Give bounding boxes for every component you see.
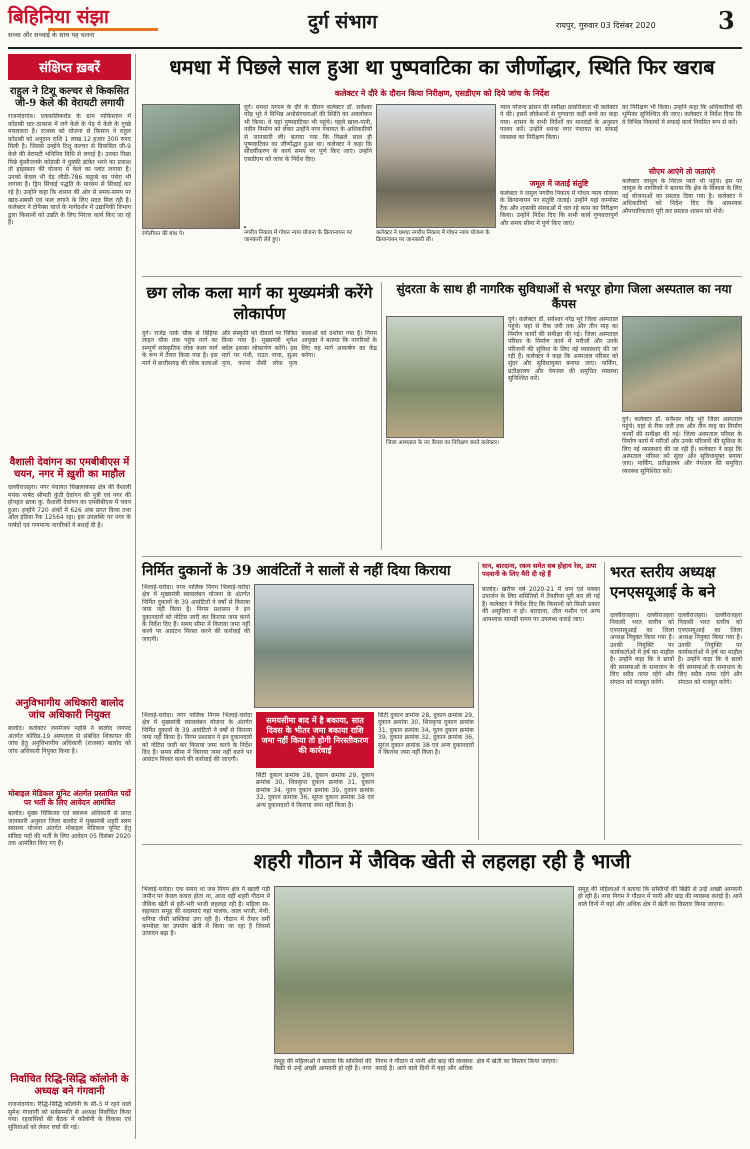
article-body: सिटी दुकान क्रमांक 28, दुकान क्रमांक 29, दुकान क्रमांक 30, शिवकृपा दुकान क्रमांक 31, दुकान क्रमांक 34, नूतन दुकान क्रमांक 39, दुकान क्रमांक 32, दुकान क्रमांक 36, सूरज दुकान क्रमांक 38 एवं अन्य दुकानदारों ने किराया जमा नहीं किया है।	[378, 712, 474, 757]
page-number: 3	[718, 6, 735, 35]
lead-body: कलेक्टर जामुल के निरंतर प्यारे भी पहुंचे। इस पर जामुल के नागरिकों ने बताया कि क्षेत्र के विकास के लिए नई योजनाओं का प्रस्ताव दिया गया है। कलेक्टर ने अधिकारियों को निर्देश दिए कि आवश्यक औपचारिकताएं पूरी कर प्रस्ताव शासन को भेजें।	[622, 178, 742, 215]
article-body: दल्लीराजहरा। दल्लीराजहरा निवासी भरत स्तरीय को एनएसयूआई का जिला अध्यक्ष नियुक्त किया गया है। उनकी नियुक्ति पर कार्यकर्ताओं में हर्ष का माहौल है। उन्होंने कहा कि वे छात्रों की समस्याओं के समाधान के लिए सदैव तत्पर रहेंगे और संगठन को मजबूत करेंगे।	[610, 612, 674, 686]
article-headline: भरत स्तरीय अध्यक्ष एनएसयूआई के बने	[610, 563, 716, 601]
photo-hospital-2	[622, 316, 742, 412]
brief-headline: राहुल ने टिशू कल्चर से किकसित जी-9 केले की वेरायटी लगायी	[9, 86, 130, 109]
photo-inspection	[376, 104, 496, 228]
photo-vegetable-farm	[274, 886, 574, 1054]
brief-headline: निर्वाचित रिद्धि-सिद्धि कॉलोनी के अध्यक्ष बने गंगवानी	[10, 1074, 129, 1097]
article-body: दल्लीराजहरा। दल्लीराजहरा निवासी भरत स्तरीय को एनएसयूआई का जिला अध्यक्ष नियुक्त किया गया है। उनकी नियुक्ति पर कार्यकर्ताओं में हर्ष का माहौल है। उन्होंने कहा कि वे छात्रों की समस्याओं के समाधान के लिए सदैव तत्पर रहेंगे और संगठन को मजबूत करेंगे।	[678, 612, 742, 686]
brief-headline: वैशाली देवांगन का एमबीबीएस में चयन, नगर में ख़ुशी का माहौल	[9, 457, 130, 480]
brief-item	[8, 789, 131, 1070]
logo-tagline: सच्चा और सच्चाई के साथ यह चलना	[8, 31, 95, 39]
photo-caption: कलेक्टर ने धमधा नगरीय निकाय में गोधन न्याय योजना के क्रियान्वयन पर जानकारी ली।	[376, 230, 490, 243]
photo-hospital	[386, 316, 504, 438]
briefs-label: संक्षिप्त ख़बरें	[8, 54, 131, 80]
lead-inner-heading: जमूल में जताई संतुष्टि	[529, 179, 589, 188]
briefs-column	[8, 54, 131, 1139]
article-headline: छग लोक कला मार्ग का मुख्यमंत्री करेंगे लोकार्पण	[146, 283, 373, 323]
section-rule	[142, 844, 742, 845]
column-divider	[604, 562, 605, 840]
logo-title: बिहिनिया संझा	[8, 6, 109, 28]
newspaper-logo	[8, 6, 184, 44]
lead-body: दुर्ग। धमधा नगरम के दौरे के दौरान कलेक्टर डॉ. सर्वेश्वर नरेंद्र भुरे ने विभिन्न अधोसंरचनाओं की स्थिति का अवलोकन भी किया। वे यहां पुष्पवाटिका भी पहुंचे। पहले खाल-पानी, नवीन निर्माण को लेकर उन्होंने नगर पंचायत के अधिकारियों से जानकारी ली। बताया गया कि पिछले साल ही पुष्पवाटिका का जीर्णोद्धार हुआ था। कलेक्टर ने कहा कि सौंदर्यीकरण के कार्य समय पर पूर्ण किए जाएं। उन्होंने एसडीएम को जांच के निर्देश दिए।	[244, 104, 372, 163]
brief-body: दल्लीराजहरा। नगर पंचायत चिखलाकसा क्षेत्र की वैशाली मयंक पार्षद श्रीमती कुंती देवांगन की पुत्री एवं नगर की होनहार छात्रा कु. वैशाली देवांगन का एमबीबीएस में चयन हुआ। इन्होंने 720 अंकों में 626 अंक प्राप्त किया तथा ऑल इंडिया रैंक 12564 रहा। इस उपलब्धि पर नगर के पार्षदों एवं गणमान्य नागरिकों ने बधाई दी है।	[8, 484, 131, 529]
column-divider	[381, 282, 382, 550]
article-body: समूह की महिलाओं ने बताया कि सब्जियों की बिक्री से उन्हें अच्छी आमदनी हो रही है। नगर निगम ने गौठान में पानी और बाड़ की व्यवस्था कराई है। आने वाले दिनों में यहां और अधिक क्षेत्र में खेती का विस्तार किया जाएगा।	[274, 1058, 558, 1073]
lead-headline: धमधा में पिछले साल हुआ था पुष्पवाटिका का जीर्णोद्धार, स्थिति फिर खराब	[169, 55, 715, 79]
brief-body: बालोद। मुख्य चिकित्सा एवं स्वास्थ्य अधिकारी से प्राप्त जानकारी अनुसार जिला बालोद में मुख्यमंत्री शहरी स्लम स्वास्थ्य योजना अंतर्गत मोबाइल मेडिकल यूनिट हेतु संविदा पदों की भर्ती के लिए आवेदन 05 दिसंबर 2020 तक आमंत्रित किए गए हैं।	[8, 810, 131, 848]
brief-headline: मोबाइल मेडिकल यूनिट अंतर्गत प्रस्तावित पदों पर भर्ती के लिए आवेदन आमंत्रित	[8, 789, 131, 807]
article-body: सिटी दुकान क्रमांक 28, दुकान क्रमांक 29, दुकान क्रमांक 30, शिवकृपा दुकान क्रमांक 31, दुकान क्रमांक 34, नूतन दुकान क्रमांक 39, दुकान क्रमांक 32, दुकान क्रमांक 36, सूरज दुकान क्रमांक 38 एवं अन्य दुकानदारों ने किराया जमा नहीं किया है।	[256, 772, 374, 809]
logo-underline	[48, 28, 158, 31]
column-divider	[135, 54, 136, 1139]
section-rule	[142, 276, 742, 277]
lead-body: न्याय योजना ढांसन की समीक्षा प्रावधिकता भी कलेक्टर ने की। इसमें लोकेशनों से गुणवत्ता कहीं बच्चे का कहा गया। शासन के सभी निर्देशों का मानदंडों के अनुसार पालन करें। उन्होंने धमधा नगर पंचायत का सफाई व्यवस्था का निरीक्षण किया।	[500, 104, 618, 141]
photo-caption: नगरीय निकाय में गोधन न्याय योजना के क्रियान्वयन पर जानकारी लेते हुए।	[244, 230, 352, 243]
brief-body: बालोद। कलेक्टर जनमेजय महोबे ने बालोद जनपद अंतर्गत कोविड-19 अस्पताल से संबंधित शिकायत की जांच हेतु अनुविभागीय अधिकारी (राजस्व) बालोद को जांच अधिकारी नियुक्त किया है।	[8, 725, 131, 755]
photo-bus	[254, 584, 474, 708]
highlight-box: समयसीमा बाद में है बकाया, सात दिवस के भीतर जमा बकाया राशि जमा नहीं किया तो होगी निरस्तीकरण की कार्रवाई	[256, 712, 374, 768]
masthead	[8, 6, 742, 46]
brief-body: राजनांदगांव। रिद्धि-सिद्धि कॉलोनी के सी-3 में रहने वाले सुमेश गंगवानी को सर्वसम्मति से अध्यक्ष निर्वाचित किया गया। रहवासियों की बैठक में कॉलोनी के विकास एवं सुविधाओं को लेकर चर्चा की गई।	[8, 1101, 131, 1131]
article-body: भिलाई-चरोदा। एक समय था जब निगम क्षेत्र में खाली पड़ी जमीन पर केवल कचरा होता था, आज वहीं शहरी गौठान में जैविक खेती से हरी-भरी भाजी लहलहा रही है। महिला स्व-सहायता समूह की सदस्याएं यहां पालक, लाल भाजी, मेथी, धनिया जैसी सब्जियां उगा रही हैं। गौठान में तैयार वर्मी कम्पोस्ट का उपयोग खेती में किया जा रहा है जिससे उत्पादन बढ़ा है।	[142, 886, 270, 938]
article-kicker: धान, बारदाना, रकम समेत सब होहाय रेस, उत्पा पदवानी के लिए मैरी दी रहे हैं	[482, 562, 597, 578]
lead-body: का निरीक्षण भी किया। उन्होंने कहा कि अधिकारियों की भूमिका सुनिश्चित की जाए। कलेक्टर ने निर्देश दिया कि वे विभिन्न निकायों में सफाई कार्य नियमित रूप से करें।	[622, 104, 742, 126]
article-body: दुर्ग। कलेक्टर डॉ. सर्वेश्वर नरेंद्र भुरे जिला अस्पताल पहुंचे। यहां से रीक जरी तक और तीन माह का निर्माण कार्यों की समीक्षा की गई। जिला अस्पताल परिसर के निर्माण कार्य में मरीजों और उनके परिजनों की सुविधा के लिए नई व्यवस्थाएं की जा रही हैं। कलेक्टर ने कहा कि अस्पताल परिसर को सुंदर और सुविधायुक्त बनाया जाए। पार्किंग, प्रतीक्षालय और पेयजल की समुचित व्यवस्था सुनिश्चित करें।	[622, 416, 742, 475]
photo-caption: जिला अस्पताल के नए कैंपस का निरीक्षण करते कलेक्टर।	[386, 440, 500, 446]
lead-subheadline: कलेक्टर ने दौरे के दौरान किया निरीक्षण, एसडीएम को दिये जांच के निर्देश	[334, 89, 550, 98]
article-body: भिलाई-चरोदा। नगर पालिक निगम भिलाई-चरोदा क्षेत्र में मुख्यमंत्री स्वावलंबन योजना के अंतर्गत निर्मित दुकानों के 39 आवंटितों ने वर्षों से किराया जमा नहीं किया है। निगम प्रशासन ने इन दुकानदारों को नोटिस जारी कर किराया जमा करने के निर्देश दिए हैं। समय सीमा में किराया जमा नहीं करने पर आवंटन निरस्त करने की कार्रवाई की जाएगी।	[142, 584, 250, 643]
brief-headline: अनुविभागीय अधिकारी बालोद जांच अधिकारी नियुक्त	[15, 698, 124, 721]
article-body: बालोद। खरीफ वर्ष 2020-21 में धान एवं मक्का उपार्जन के लिए समितियों में तैयारियां पूरी कर ली गई हैं। कलेक्टर ने निर्देश दिए कि किसानों को किसी प्रकार की असुविधा न हो। बारदाना, तौल मशीन एवं अन्य आवश्यक सामग्री समय पर उपलब्ध कराई जाए।	[482, 586, 600, 623]
article-body: समूह की महिलाओं ने बताया कि सब्जियों की बिक्री से उन्हें अच्छी आमदनी हो रही है। नगर निगम ने गौठान में पानी और बाड़ की व्यवस्था कराई है। आने वाले दिनों में यहां और अधिक क्षेत्र में खेती का विस्तार किया जाएगा।	[578, 886, 742, 908]
article-body: दुर्ग। कलेक्टर डॉ. सर्वेश्वर नरेंद्र भुरे जिला अस्पताल पहुंचे। यहां से रीक जरी तक और तीन माह का निर्माण कार्यों की समीक्षा की गई। जिला अस्पताल परिसर के निर्माण कार्य में मरीजों और उनके परिजनों की सुविधा के लिए नई व्यवस्थाएं की जा रही हैं। कलेक्टर ने कहा कि अस्पताल परिसर को सुंदर और सुविधायुक्त बनाया जाए। पार्किंग, प्रतीक्षालय और पेयजल की समुचित व्यवस्था सुनिश्चित करें।	[508, 316, 618, 383]
photo-gateway	[142, 104, 240, 229]
column-divider	[478, 562, 479, 840]
brief-item	[8, 86, 131, 453]
article-body: दुर्ग। राजेंद्र पार्क चौक से बिहिया लाइन चौक तक पहुंच मार्ग का सम्पूर्ण सांस्कृतिक लोक कला मार्ग के रूप में तैयार किया गया है। इस मार्ग में छत्तीसगढ़ की लोक कलाओं और संस्कृति को दीवारों पर चित्रित किया गया है। मुख्यमंत्री भूपेश बघेल इसका लोकार्पण करेंगे। इस मार्ग पर पंथी, राउत नाचा, सुआ नृत्य, करमा जैसी लोक नृत्य कलाओं को दर्शाया गया है। निगम आयुक्त ने बताया कि नागरिकों के लिए यह मार्ग आकर्षण का केंद्र बनेगा।	[142, 330, 377, 367]
article-body: भिलाई-चरोदा। नगर पालिक निगम भिलाई-चरोदा क्षेत्र में मुख्यमंत्री स्वावलंबन योजना के अंतर्गत निर्मित दुकानों के 39 आवंटितों ने वर्षों से किराया जमा नहीं किया है। निगम प्रशासन ने इन दुकानदारों को नोटिस जारी कर किराया जमा करने के निर्देश दिए हैं। समय सीमा में किराया जमा नहीं करने पर आवंटन निरस्त करने की कार्रवाई की जाएगी।	[142, 712, 252, 764]
lead-inner-heading: सीएम आएंगे तो जताएंगे	[649, 167, 715, 176]
section-rule	[142, 556, 742, 557]
masthead-rule	[8, 47, 742, 49]
article-headline: सुंदरता के साथ ही नागरिक सुविधाओं से भरपूर होगा जिला अस्पताल का नया कैंपस	[396, 282, 732, 311]
section-name: दुर्ग संभाग	[308, 11, 378, 33]
photo-caption: रंगोलीयन की बांध पे।	[142, 231, 185, 237]
dateline: रायपुर, गुरुवार 03 दिसंबर 2020	[556, 21, 656, 30]
article-headline: शहरी गौठान में जैविक खेती से लहलहा रही है भाजी	[253, 849, 631, 873]
article-headline: निर्मित दुकानों के 39 आवंटितों ने सालों से नहीं दिया किराया	[142, 563, 451, 579]
brief-body: राजनांदगांव। एकवालिकरोड के ग्राम पाकिस्तान में कोंडाबी चार ठाकास में लगे केले के पेड़ में केले के गुच्छे मचलकरा है। राजस्व को योजना से किसान ने राहुल कोंडाबी को अनुदान राशि 1 लाख 12 हजार 300 रुपए मिली है। जिससे उन्होंने टिशू कल्चर से विकसित जी-9 केले की वेरायटी भनिनिय विधि से लगाई है। उनका पिछा पिछे कुंसीजनके कोंडाबी ने धुक्की ढांकेर भरने का प्रकाश तो हाइस्कार की योजना मे केले का प्लांट लगाया है। उनको केवल भी देड़ लीठी-786 कट्ठाबे का पंचेरा भी लगाया है। ड्रिप सिंचाई पद्धति के माध्यम से सिंचाई कर रहे है। उन्होंने कहा कि शासन की ओर से समय-समय पर खाद-सबसी एवं फल लगाने के लिए मदद मिल रही है। कलेक्टर ने टोपेक्स चार्ज के मार्गदर्शन में उद्यानिकी विभाग द्वारा किसानों को उन्नति के लिए निरंतर कार्य किए जा रहे हैं।	[8, 113, 131, 227]
brief-item	[8, 457, 131, 694]
lead-body: कलेक्टर ने जमुल नगरीय निकाय में गोधन न्याय योजना के क्रियान्वयन पर संतुष्टि जताई। उन्होंने यहां कम्पोस्ट टैंक और शासकी संस्थाओं में चल रहे काम का निरीक्षण किया। उन्होंने निर्देश दिए कि सभी कार्य गुणवत्तापूर्ण और समय सीमा में पूर्ण किए जाएं।	[500, 190, 618, 227]
brief-item	[8, 1074, 131, 1139]
brief-item	[8, 698, 131, 785]
